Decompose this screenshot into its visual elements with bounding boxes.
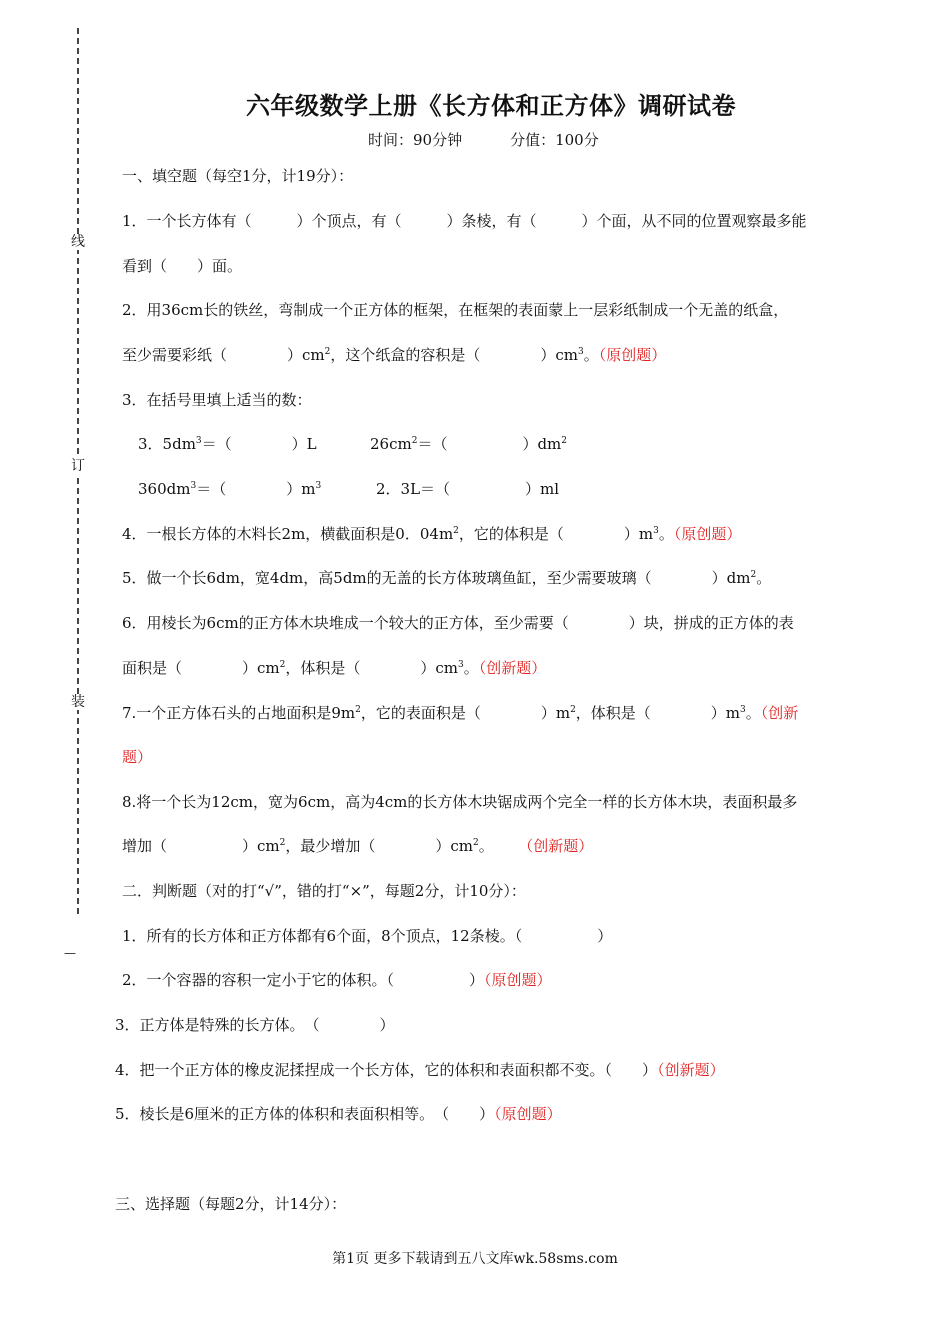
q7-tag-part2: 题） <box>122 748 153 766</box>
q3-a2-sup2: 2 <box>561 436 568 446</box>
judge-item-1: 1．所有的长方体和正方体都有6个面，8个顶点，12条棱。（ ） <box>122 927 613 945</box>
q7-sup3: 3 <box>740 705 746 715</box>
q6-sup2: 3 <box>458 660 464 670</box>
q7-part-c: ，体积是（ ）m <box>575 704 741 722</box>
q2-sup2: 3 <box>578 347 584 357</box>
q3-a1-rest: ＝（ ）L <box>201 435 317 453</box>
judge-2-text: 2．一个容器的容积一定小于它的体积。（ ） <box>122 971 485 989</box>
q6-part-c: 。 <box>463 659 479 677</box>
q3-a2-rest: ＝（ ）dm <box>417 435 562 453</box>
judge-4-tag: （创新题） <box>657 1061 725 1079</box>
q3-b1-rest: ＝（ ）m <box>196 480 316 498</box>
q4-part-a: 4．一根长方体的木料长2m，横截面积是0．04m <box>122 525 454 543</box>
q2-part-b: ，这个纸盒的容积是（ ）cm <box>330 346 579 364</box>
q8-part-c: 。 <box>478 837 494 855</box>
q7-part-a: 7.一个正方体石头的占地面积是9m <box>122 704 356 722</box>
page-footer: 第1页 更多下载请到五八文库wk.58sms.com <box>332 1251 618 1267</box>
q4-sup2: 3 <box>653 526 659 536</box>
q5-line <box>122 568 771 588</box>
q1-line1: 1．一个长方体有（ ）个顶点，有（ ）条棱，有（ ）个面，从不同的位置观察最多能 <box>122 212 807 230</box>
q3-item-a1 <box>138 434 317 454</box>
q8-sup1: 2 <box>279 838 286 848</box>
q2-tag: （原创题） <box>598 346 667 364</box>
q4-part-b: ，它的体积是（ ）m <box>458 525 654 543</box>
judge-5-text: 5．棱长是6厘米的正方体的体积和表面积相等。 （ ） <box>115 1105 495 1123</box>
section3-heading: 三、选择题（每题2分，计14分）： <box>115 1195 347 1213</box>
q4-line <box>122 524 741 544</box>
q3-b1-sup2: 3 <box>315 481 322 491</box>
q7-sup1: 2 <box>355 705 361 715</box>
q8-line1: 8.将一个长为12cm，宽为6cm，高为4cm的长方体木块锯成两个完全一样的长方体木块，表面积最多 <box>122 793 798 811</box>
q6-line1: 6．用棱长为6cm的正方体木块堆成一个较大的正方体，至少需要（ ）块，拼成的正方体的表 <box>122 614 794 632</box>
judge-5-tag: （原创题） <box>494 1105 562 1123</box>
judge-item-3: 3．正方体是特殊的长方体。 （ ） <box>115 1016 395 1034</box>
exam-info <box>368 129 647 150</box>
q3-b1-text: 360dm <box>138 480 191 498</box>
q7-line1 <box>122 703 798 723</box>
q7-part-d: 。 <box>745 704 761 722</box>
q3-a2-text: 26cm <box>370 435 412 453</box>
q3-a1-sup: 3 <box>195 436 202 446</box>
judge-4-text: 4．把一个正方体的橡皮泥揉捏成一个长方体，它的体积和表面积都不变。（ ） <box>115 1061 658 1079</box>
binding-tick-mark: — <box>64 946 76 960</box>
binding-char-xian: 线 <box>71 234 85 250</box>
q5-part-b: 。 <box>756 569 772 587</box>
q2-part-c: 。 <box>583 346 599 364</box>
q3-item-b1 <box>138 479 321 499</box>
q2-sup1: 2 <box>324 347 331 357</box>
q6-tag: （创新题） <box>478 659 547 677</box>
q6-part-a: 面积是（ ）cm <box>122 659 280 677</box>
judge-2-tag: （原创题） <box>484 971 552 989</box>
q3-b1-sup: 3 <box>190 481 197 491</box>
section2-heading: 二．判断题（对的打“√”，错的打“×”，每题2分，计10分）： <box>122 882 526 900</box>
judge-item-5 <box>115 1104 562 1124</box>
q8-tag: （创新题） <box>525 837 594 855</box>
q4-part-c: 。 <box>658 525 674 543</box>
q6-sup1: 2 <box>279 660 286 670</box>
q2-line1: 2．用36cm长的铁丝，弯制成一个正方体的框架，在框架的表面蒙上一层彩纸制成一个无盖的纸盒， <box>122 301 789 319</box>
q2-line2 <box>122 345 666 365</box>
q7-sup2: 2 <box>570 705 576 715</box>
q5-sup: 2 <box>750 570 757 580</box>
q3-item-b2: 2．3L＝（ ）ml <box>376 480 560 498</box>
q4-tag: （原创题） <box>673 525 742 543</box>
q3-a2-sup: 2 <box>411 436 418 446</box>
q8-sup2: 2 <box>473 838 479 848</box>
section1-heading: 一、填空题（每空1分，计19分）： <box>122 167 354 185</box>
q1-line2: 看到（ ）面。 <box>122 257 243 275</box>
q3-heading: 3．在括号里填上适当的数： <box>122 391 312 409</box>
q4-sup1: 2 <box>453 526 459 536</box>
exam-score: 分值：100分 <box>510 131 599 149</box>
q8-line2 <box>122 836 593 856</box>
q3-a1-text: 3．5dm <box>138 435 196 453</box>
q7-part-b: ，它的表面积是（ ）m <box>360 704 571 722</box>
q6-line2 <box>122 658 546 678</box>
q7-tag-part1: （创新 <box>760 704 799 722</box>
exam-time: 时间：90分钟 <box>368 131 463 149</box>
q3-item-a2 <box>370 434 567 454</box>
binding-char-ding: 订 <box>71 458 85 474</box>
q2-part-a: 至少需要彩纸（ ）cm <box>122 346 325 364</box>
q8-part-b: ，最少增加（ ）cm <box>285 837 474 855</box>
judge-item-4 <box>115 1060 725 1080</box>
page-title: 六年级数学上册《长方体和正方体》调研试卷 <box>246 91 736 120</box>
q8-part-a: 增加（ ）cm <box>122 837 280 855</box>
q5-part-a: 5．做一个长6dm，宽4dm，高5dm的无盖的长方体玻璃鱼缸，至少需要玻璃（ ）dm <box>122 569 751 587</box>
binding-char-zhuang: 装 <box>71 694 85 710</box>
q6-part-b: ，体积是（ ）cm <box>285 659 459 677</box>
judge-item-2 <box>122 970 552 990</box>
